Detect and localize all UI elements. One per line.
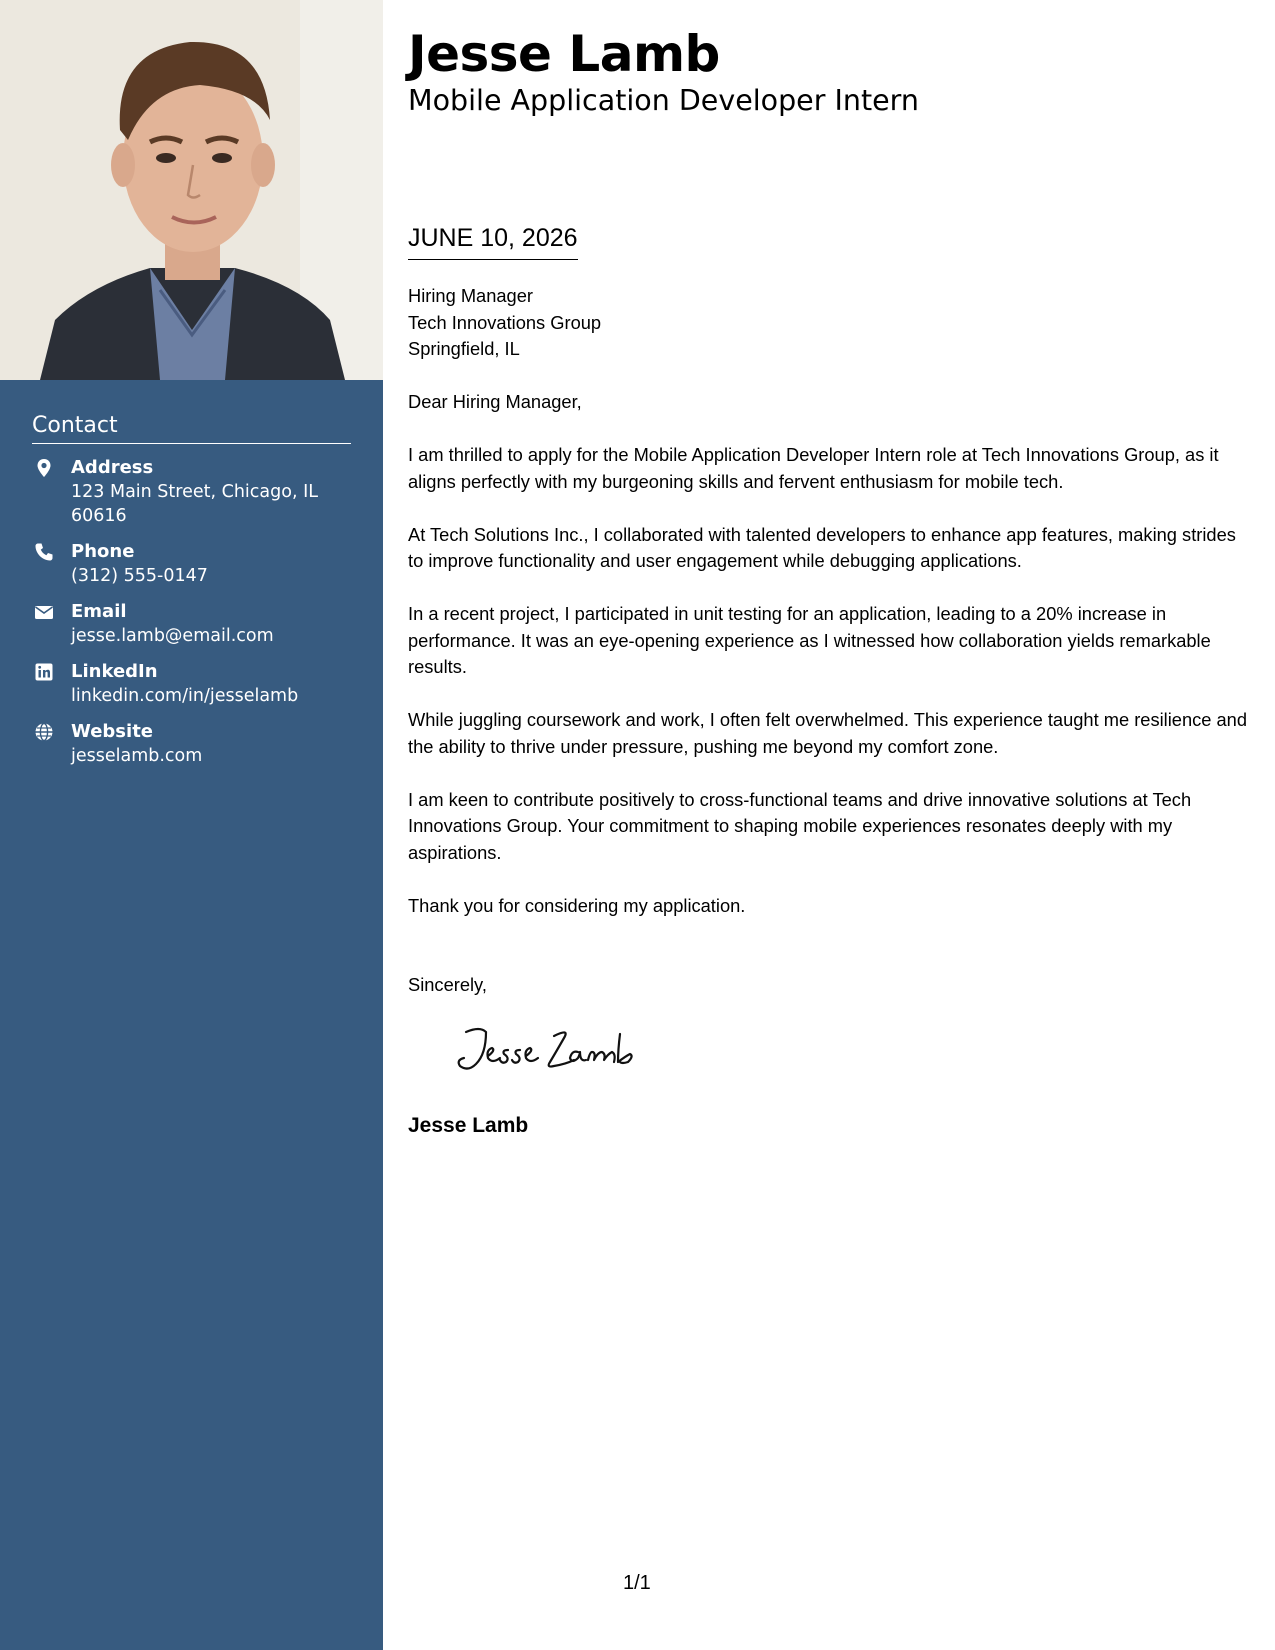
letter-body bbox=[408, 283, 1248, 999]
contact-value: 123 Main Street, Chicago, IL 60616 bbox=[71, 482, 318, 526]
page-number: 1/1 bbox=[623, 1572, 651, 1594]
contact-phone bbox=[32, 540, 351, 588]
applicant-role: Mobile Application Developer Intern bbox=[408, 84, 919, 117]
profile-photo bbox=[0, 0, 383, 380]
recipient-line: Hiring Manager bbox=[408, 285, 533, 306]
contact-value: jesselamb.com bbox=[71, 746, 203, 766]
recipient-line: Springfield, IL bbox=[408, 338, 520, 359]
body-paragraph: At Tech Solutions Inc., I collaborated with talented developers to enhance app features, making strides to improve functionality and user engagement while debugging applications. bbox=[408, 523, 1236, 571]
contact-label: Phone bbox=[71, 541, 135, 562]
recipient-line: Tech Innovations Group bbox=[408, 311, 602, 333]
closing: Sincerely, bbox=[408, 974, 487, 995]
applicant-name: Jesse Lamb bbox=[408, 25, 720, 83]
handwritten-signature bbox=[446, 1020, 646, 1080]
contact-value: jesse.lamb@email.com bbox=[71, 626, 274, 646]
body-paragraph: In a recent project, I participated in unit testing for an application, leading to a 20% increase in performance. It was an eye-opening experience as I witnessed how collaboration yields remarkable results. bbox=[408, 603, 1211, 677]
contact-label: Address bbox=[71, 457, 154, 478]
body-paragraph: Thank you for considering my application. bbox=[408, 894, 746, 916]
letter-date: JUNE 10, 2026 bbox=[408, 223, 578, 260]
envelope-icon bbox=[34, 602, 54, 622]
contact-value: (312) 555-0147 bbox=[71, 566, 208, 586]
linkedin-icon bbox=[34, 662, 54, 682]
signer-name: Jesse Lamb bbox=[408, 1114, 529, 1137]
contact-value: linkedin.com/in/jesselamb bbox=[71, 686, 299, 706]
map-pin-icon bbox=[34, 458, 54, 478]
contact-divider bbox=[32, 443, 351, 444]
contact-label: Email bbox=[71, 601, 127, 622]
contact-label: LinkedIn bbox=[71, 661, 158, 682]
recipient-block bbox=[408, 283, 1248, 363]
body-paragraph: I am keen to contribute positively to cross-functional teams and drive innovative solutions at Tech Innovations Group. Your commitment to shaping mobile experiences resonates deeply with my aspirations. bbox=[408, 788, 1192, 863]
body-paragraph: I am thrilled to apply for the Mobile Application Developer Intern role at Tech Innovations Group, as it aligns perfectly with my burgeoning skills and fervent enthusiasm for mobile tech. bbox=[408, 444, 1219, 492]
contact-linkedin bbox=[32, 660, 351, 708]
contact-website bbox=[32, 720, 351, 768]
body-paragraph: While juggling coursework and work, I often felt overwhelmed. This experience taught me resilience and the ability to thrive under pressure, pushing me beyond my comfort zone. bbox=[408, 709, 1248, 757]
sidebar bbox=[0, 0, 383, 1650]
globe-icon bbox=[34, 722, 54, 742]
contact-heading: Contact bbox=[32, 413, 118, 438]
salutation: Dear Hiring Manager, bbox=[408, 391, 582, 412]
phone-icon bbox=[34, 542, 54, 562]
contact-label: Website bbox=[71, 721, 154, 742]
contact-address bbox=[32, 456, 351, 528]
contact-section bbox=[32, 412, 351, 780]
contact-email bbox=[32, 600, 351, 648]
